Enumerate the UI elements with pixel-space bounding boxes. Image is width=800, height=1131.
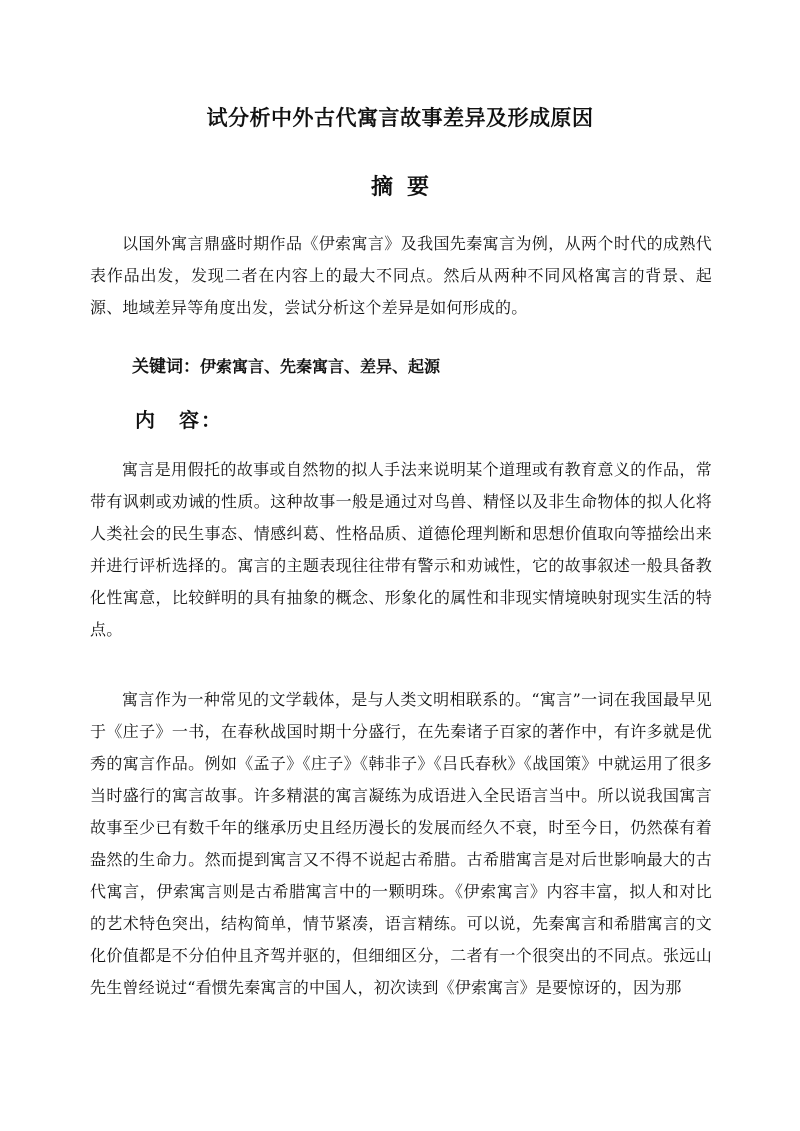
content-heading-char-2: 容： [179,408,223,432]
content-paragraph-1: 寓言是用假托的故事或自然物的拟人手法来说明某个道理或有教育意义的作品，常带有讽刺或劝诫的性质。这种故事一般是通过对鸟兽、精怪以及非生命物体的拟人化将人类社会的民生事态、情感纠葛、性格品质、道德伦理判断和思想价值取向等描绘出来并进行评析选择的。寓言的主题表现往往带有警示和劝诫性，它的故事叙述一般具备教化性寓意，比较鲜明的具有抽象的概念、形象化的属性和非现实情境映射现实生活的特点。 [90,460,712,639]
document-title: 试分析中外古代寓言故事差异及形成原因 [206,105,594,130]
content-paragraph-2: 寓言作为一种常见的文学载体，是与人类文明相联系的。“寓言”一词在我国最早见于《庄子》一书，在春秋战国时期十分盛行，在先秦诸子百家的著作中，有许多就是优秀的寓言作品。例如《孟子》《庄子》《韩非子》《吕氏春秋》《战国策》中就运用了很多当时盛行的寓言故事。许多精湛的寓言凝练为成语进入全民语言当中。所以说我国寓言故事至少已有数千年的继承历史且经历漫长的发展而经久不衰，时至今日，仍然葆有着盎然的生命力。然而提到寓言又不得不说起古希腊。古希腊寓言是对后世影响最大的古代寓言，伊索寓言则是古希腊寓言中的一颗明珠。《伊索寓言》内容丰富，拟人和对比的艺术特色突出，结构简单，情节紧凑，语言精练。可以说，先秦寓言和希腊寓言的文化价值都是不分伯仲且齐驾并驱的，但细细区分，二者有一个很突出的不同点。张远山先生曾经说过“看惯先秦寓言的中国人，初次读到《伊索寓言》是要惊讶的，因为那 [90,690,712,997]
abstract-heading [0,170,800,201]
keywords-label: 关键词： [132,357,200,377]
abstract-text: 以国外寓言鼎盛时期作品《伊索寓言》及我国先秦寓言为例，从两个时代的成熟代表作品出发，发现二者在内容上的最大不同点。然后从两种不同风格寓言的背景、起源、地域差异等角度出发，尝试分析这个差异是如何形成的。 [90,234,712,317]
abstract-heading-char-1: 摘 [370,174,393,200]
abstract-heading-char-2: 要 [407,174,430,200]
keywords-line [132,352,712,382]
content-heading [135,404,223,433]
content-heading-char-1: 内 [135,408,157,432]
keywords-values: 伊索寓言、先秦寓言、差异、起源 [200,357,441,376]
